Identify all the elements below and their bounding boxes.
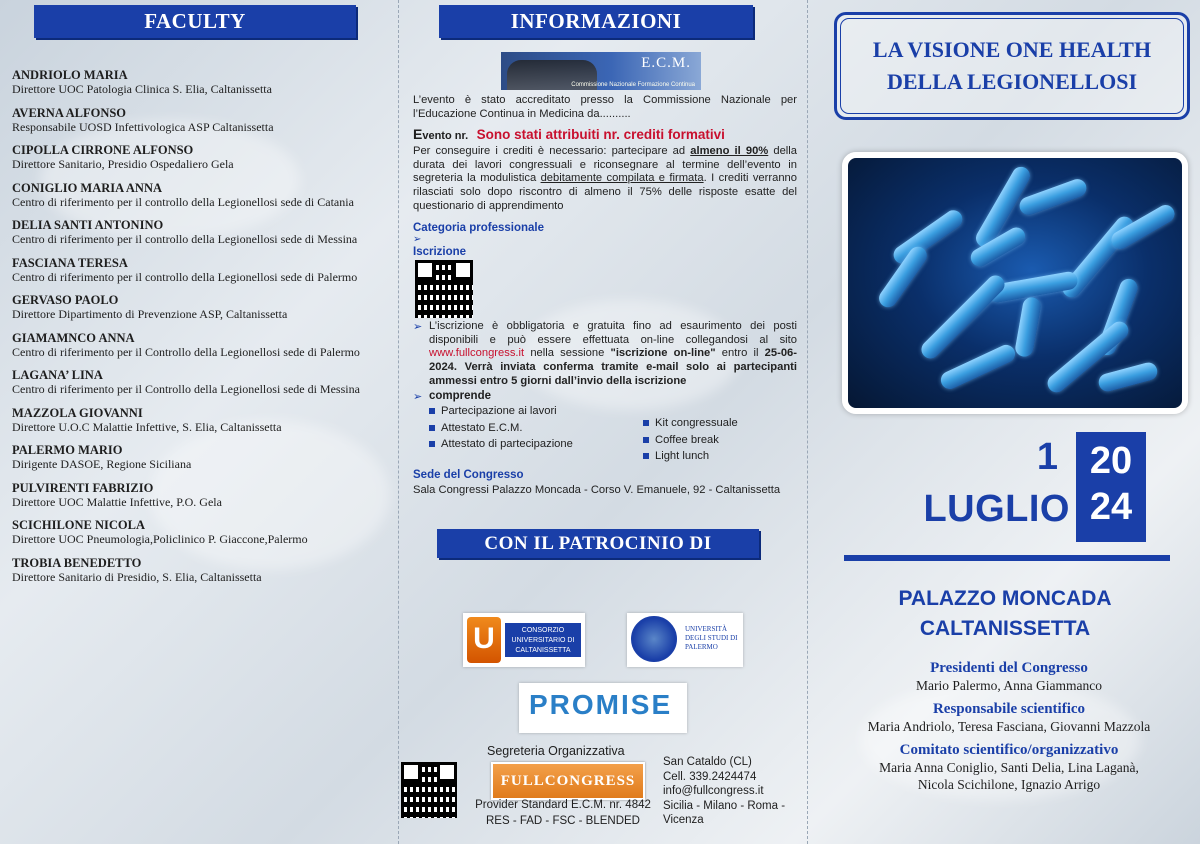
faculty-member-name: PALERMO MARIO	[12, 443, 123, 457]
faculty-member-role: Direttore UOC Pneumologia,Policlinico P. Giaccone,Palermo	[12, 532, 308, 546]
faculty-member-name: AVERNA ALFONSO	[12, 105, 127, 120]
credits-text-bold: almeno il 90%	[690, 145, 769, 158]
faculty-member-role: Direttore Sanitario di Presidio, S. Elia, Caltanissetta	[12, 569, 262, 584]
faculty-panel	[0, 0, 398, 844]
faculty-member-name: GIAMAMNCO ANNA	[12, 330, 135, 345]
faculty-member-role: Centro di riferimento per il controllo della Legionellosi sede di Messina	[12, 232, 358, 246]
event-title-inner	[840, 18, 1184, 114]
divider	[844, 555, 1170, 561]
ecm-logo	[501, 52, 701, 90]
faculty-member-name: GERVASO PAOLO	[12, 293, 119, 307]
credits-text-underline: debitamente compilata e firmata	[540, 172, 704, 185]
segreteria-label: Segreteria Organizzativa	[487, 744, 625, 758]
arrow-icon: ➢	[413, 321, 423, 334]
legionella-bacteria-image	[842, 152, 1188, 414]
iscrizione-qr-code[interactable]	[415, 260, 473, 318]
comitato-label: Comitato scientifico/organizzativo	[899, 742, 1119, 758]
comprende-list-item-label: Attestato di partecipazione	[441, 438, 573, 451]
comprende-list-item-label: Partecipazione ai lavori	[441, 405, 557, 418]
info-panel	[398, 0, 808, 844]
event-year-top: 20	[1089, 440, 1133, 482]
evento-label: vento nr.	[422, 130, 469, 143]
event-title-line1: LA VISIONE ONE HEALTH	[872, 37, 1152, 62]
arrow-icon: ➢	[413, 391, 423, 404]
faculty-member-name: FASCIANA TERESA	[12, 255, 128, 270]
faculty-member-name: CIPOLLA CIRRONE ALFONSO	[12, 143, 194, 157]
faculty-member-role: Direttore Sanitario, Presidio Ospedaliero Gela	[12, 157, 234, 171]
iscrizione-text	[429, 320, 797, 388]
evento-row	[413, 126, 797, 144]
faculty-member-name: ANDRIOLO MARIA	[12, 68, 128, 82]
iscrizione-text-part: entro il	[715, 347, 765, 360]
square-bullet-icon	[643, 453, 649, 459]
info-header: INFORMAZIONI	[439, 5, 753, 38]
consorzio-logo	[463, 613, 585, 667]
title-panel	[808, 0, 1200, 844]
credits-title: Sono stati attribuiti nr. crediti formativi	[476, 127, 725, 143]
faculty-member	[12, 218, 386, 247]
event-year-bottom: 24	[1089, 486, 1133, 528]
organizers	[820, 659, 1198, 799]
event-day: 1	[1036, 436, 1058, 478]
faculty-list	[12, 68, 386, 584]
event-title-line2: DELLA LEGIONELLOSI	[886, 69, 1138, 94]
iscrizione-text-bold: "iscrizione on-line"	[610, 347, 716, 360]
faculty-member	[12, 518, 386, 547]
venue	[820, 584, 1190, 644]
comprende-list-item-label: Coffee break	[655, 433, 719, 446]
faculty-header: FACULTY	[34, 5, 356, 38]
faculty-member-role: Responsabile UOSD Infettivologica ASP Caltanissetta	[12, 119, 274, 134]
comprende-list-item-label: Attestato E.C.M.	[441, 421, 523, 434]
consorzio-u-icon: U	[467, 617, 501, 663]
sede-label: Sede del Congresso	[413, 468, 524, 481]
comprende-item	[413, 390, 797, 403]
event-title-box	[834, 12, 1190, 120]
faculty-member-name: DELIA SANTI ANTONINO	[12, 218, 164, 232]
faculty-member	[12, 181, 386, 210]
contact-cell: Cell. 339.2424474	[663, 770, 757, 783]
faculty-member-name: CONIGLIO MARIA ANNA	[12, 180, 163, 195]
event-month: LUGLIO	[923, 488, 1070, 530]
faculty-member-role: Centro di riferimento per il controllo della Legionellosi sede di Catania	[12, 194, 354, 209]
modes-text: RES - FAD - FSC - BLENDED	[486, 815, 640, 827]
faculty-member-name: SCICHILONE NICOLA	[12, 518, 146, 532]
promise-text: PROMISE	[529, 689, 673, 720]
faculty-member	[12, 143, 386, 172]
credits-text-part: Per conseguire i crediti è necessario: partecipare ad	[413, 145, 691, 158]
faculty-member	[12, 68, 386, 97]
spacer	[413, 497, 797, 529]
unipa-logo	[627, 613, 743, 667]
evento-initial: E	[413, 126, 423, 143]
faculty-member	[12, 293, 386, 322]
comitato-group	[820, 741, 1198, 793]
contact-sites: Sicilia - Milano - Roma - Vicenza	[663, 799, 786, 826]
promise-logo	[519, 683, 687, 733]
segreteria-contacts	[663, 755, 803, 828]
square-bullet-icon	[429, 408, 435, 414]
comprende-label: comprende	[429, 390, 491, 403]
iscrizione-text-part: nella sessione	[524, 347, 611, 360]
responsabile-names: Maria Andriolo, Teresa Fasciana, Giovanni Mazzola	[867, 719, 1151, 734]
faculty-member-role: Direttore UOC Patologia Clinica S. Elia, Caltanissetta	[12, 82, 272, 96]
iscrizione-text-part: L’iscrizione è obbligatoria e gratuita fino ad esaurimento dei posti disponibili e può essere effettuata on-line collegandosi al sito	[429, 320, 797, 346]
iscrizione-text-bold: . Verrà inviata conferma tramite e-mail solo ai partecipanti ammessi entro 5 giorni dall’invio della iscrizione	[429, 360, 797, 387]
faculty-member	[12, 481, 386, 510]
contact-email[interactable]: info@fullcongress.it	[663, 785, 764, 797]
ecm-logo-subtext: Commissione Nazionale Formazione Continua	[571, 82, 695, 88]
iscrizione-deadline: 25-06-2024	[429, 347, 797, 373]
faculty-member	[12, 368, 386, 397]
square-bullet-icon	[643, 420, 649, 426]
presidenti-names: Mario Palermo, Anna Giammanco	[916, 678, 1102, 693]
provider-text: Provider Standard E.C.M. nr. 4842	[475, 799, 651, 811]
faculty-member-role: Dirigente DASOE, Regione Siciliana	[12, 457, 192, 471]
patrocinio-header: CON IL PATROCINIO DI	[437, 529, 759, 558]
faculty-member	[12, 256, 386, 285]
faculty-member-name: TROBIA BENEDETTO	[12, 555, 142, 570]
comprende-list-item	[429, 403, 643, 420]
accreditation-text: L’evento è stato accreditato presso la Commissione Nazionale per l’Educazione Continua in Medicina da..........	[413, 94, 797, 120]
comprende-list-item-label: Kit congressuale	[655, 417, 738, 430]
ecm-logo-text: E.C.M.	[641, 55, 691, 71]
faculty-member-name: LAGANA’ LINA	[12, 368, 103, 382]
comprende-list-item	[643, 448, 738, 465]
faculty-member-role: Direttore UOC Malattie Infettive, P.O. Gela	[12, 494, 222, 509]
credits-text	[413, 145, 797, 213]
comprende-list-item	[429, 420, 643, 437]
comitato-names-line1: Maria Anna Coniglio, Santi Delia, Lina Laganà,	[879, 760, 1139, 775]
bacterium-rod	[1097, 361, 1160, 394]
presidenti-label: Presidenti del Congresso	[930, 660, 1088, 676]
bacterium-rod	[1014, 296, 1042, 358]
responsabile-label: Responsabile scientifico	[932, 701, 1086, 717]
faculty-member-name: PULVIRENTI FABRIZIO	[12, 480, 154, 495]
credits-text-part: . I crediti verranno rilasciati solo dopo riscontro di almeno il 75% delle risposte esatte del questionario di apprendimento	[413, 172, 797, 212]
contact-city: San Cataldo (CL)	[663, 756, 752, 768]
sede-text: Sala Congressi Palazzo Moncada - Corso V. Emanuele, 92 - Caltanissetta	[413, 483, 781, 496]
comitato-names-line2: Nicola Scichilone, Ignazio Arrigo	[917, 777, 1101, 792]
faculty-member-role: Direttore U.O.C Malattie Infettive, S. Elia, Caltanissetta	[12, 419, 282, 434]
segreteria-qr-code[interactable]	[401, 762, 457, 818]
iscrizione-item	[413, 320, 797, 388]
fullcongress-link[interactable]: www.fullcongress.it	[429, 347, 525, 360]
faculty-member-name: MAZZOLA GIOVANNI	[12, 405, 143, 420]
faculty-member-role: Direttore Dipartimento di Prevenzione ASP, Caltanissetta	[12, 307, 288, 321]
faculty-member-role: Centro di riferimento per il Controllo della Legionellosi sede di Palermo	[12, 344, 360, 359]
faculty-member	[12, 406, 386, 435]
bacterium-rod	[890, 207, 966, 268]
venue-line1: PALAZZO MONCADA	[898, 587, 1112, 610]
square-bullet-icon	[429, 441, 435, 447]
square-bullet-icon	[643, 437, 649, 443]
iscrizione-label: Iscrizione	[413, 246, 467, 259]
consorzio-text: CONSORZIO UNIVERSITARIO DI CALTANISSETTA	[505, 623, 581, 657]
event-date	[890, 432, 1150, 542]
unipa-seal-icon	[631, 616, 677, 662]
presidenti-group	[820, 659, 1198, 694]
comprende-list-item	[643, 432, 738, 449]
credits-text-part: della durata dei lavori congressuali e riconsegnare al termine dell’evento in segreteria la modulistica	[413, 145, 798, 185]
comprende-list-item	[643, 415, 738, 432]
comprende-list-item	[429, 436, 643, 453]
fullcongress-logo: FULLCONGRESS	[491, 762, 645, 800]
comprende-right-list	[643, 403, 738, 465]
responsabile-group	[820, 700, 1198, 735]
faculty-member-role: Centro di riferimento per il Controllo della Legionellosi sede di Messina	[12, 382, 360, 396]
event-year-box	[1076, 432, 1146, 542]
square-bullet-icon	[429, 425, 435, 431]
bacterium-rod	[1017, 177, 1089, 218]
unipa-text: UNIVERSITÀ DEGLI STUDI DI PALERMO	[685, 625, 738, 651]
faculty-member-role: Centro di riferimento per il controllo della Legionellosi sede di Palermo	[12, 269, 358, 284]
faculty-member	[12, 106, 386, 135]
faculty-member	[12, 443, 386, 472]
categoria-label: Categoria professionale	[413, 222, 545, 235]
faculty-member	[12, 556, 386, 585]
faculty-member	[12, 331, 386, 360]
bacterium-rod	[938, 342, 1018, 392]
comprende-left-list	[429, 403, 643, 465]
categoria-arrow-icon: ➢	[413, 234, 422, 246]
comprende-lists	[429, 403, 797, 465]
venue-line2: CALTANISSETTA	[919, 617, 1091, 640]
comprende-list-item-label: Light lunch	[655, 450, 710, 463]
